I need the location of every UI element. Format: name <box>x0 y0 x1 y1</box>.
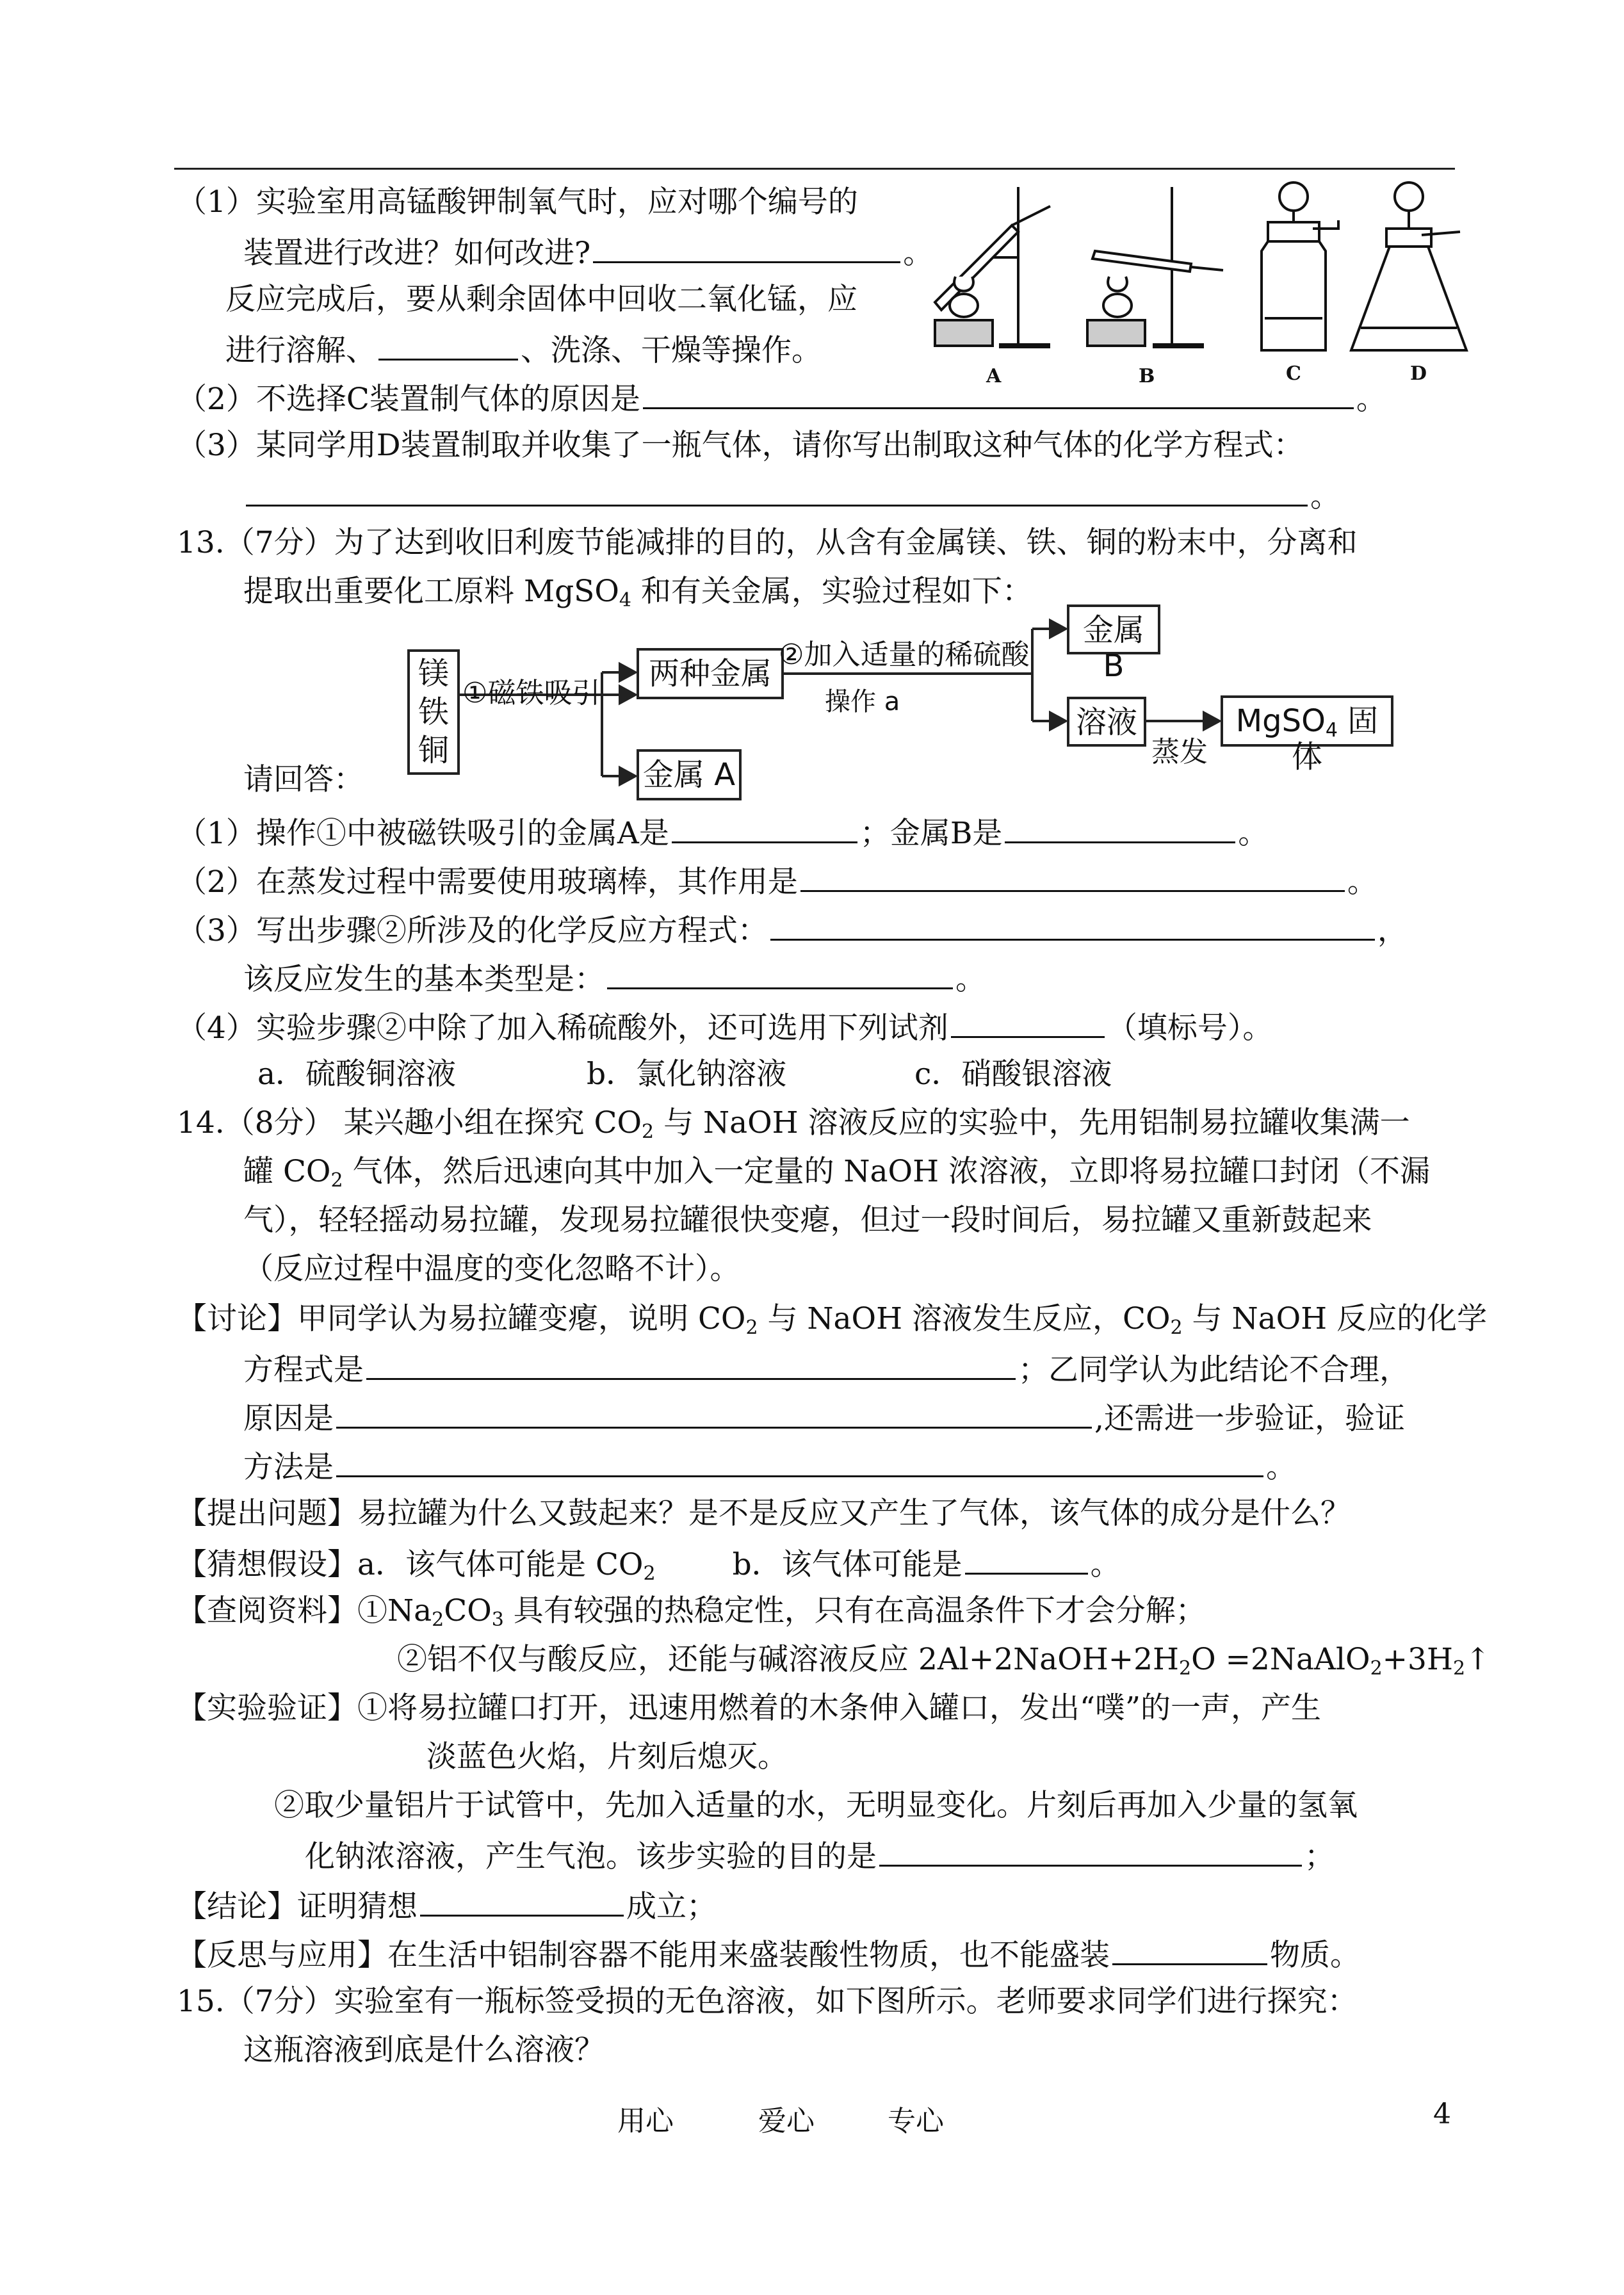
flow-evaporate-label: 蒸发 <box>1151 736 1208 768</box>
q14-discussion-line3: 原因是 ,还需进一步验证，验证 <box>243 1397 1405 1438</box>
q14-line2: 罐 $CO_2$ 气体，然后迅速向其中加入一定量的 NaOH 浓溶液，立即将易拉罐口封闭（不漏 <box>243 1154 1431 1192</box>
apparatus-label-b: B <box>1139 365 1155 387</box>
q14-question: 【提出问题】易拉罐为什么又鼓起来？是不是反应又产生了气体，该气体的成分是什么？ <box>177 1496 1351 1531</box>
q13-sub3: （3）写出步骤②所涉及的化学反应方程式： ， <box>177 909 1408 950</box>
answer-blank[interactable] <box>336 1446 1263 1477</box>
q13-sub3-type: 该反应发生的基本类型是： 。 <box>243 958 986 999</box>
q13-please-answer: 请回答： <box>243 762 364 797</box>
q12-part1-line2: 装置进行改进？如何改进? 。 <box>243 232 933 273</box>
q12-part2: （2）不选择C装置制气体的原因是 。 <box>177 378 1386 419</box>
q13-option-b: b．氯化钠溶液 <box>587 1057 787 1092</box>
q12-part1-line4: 进行溶解、 、洗涤、干燥等操作。 <box>225 329 822 370</box>
flow-solution-box: 溶液 <box>1067 697 1146 747</box>
answer-blank[interactable] <box>366 1349 1016 1380</box>
answer-blank[interactable] <box>672 812 857 843</box>
q14-conclusion: 【结论】证明猜想 成立； <box>177 1885 717 1926</box>
answer-blank[interactable] <box>607 958 953 989</box>
apparatus-label-a: A <box>986 365 1002 387</box>
q12-part3-answer: 。 <box>243 475 1340 516</box>
q12-part1-line1: （1）实验室用高锰酸钾制氧气时，应对哪个编号的 <box>177 184 858 220</box>
q14-experiment2: ②取少量铝片于试管中，先加入适量的水，无明显变化。片刻后再加入少量的氢氧 <box>274 1788 1358 1823</box>
q13-sub1: （1）操作①中被磁铁吸引的金属A是 ；金属B是 。 <box>177 812 1268 853</box>
answer-blank[interactable] <box>951 1007 1105 1038</box>
q13-option-c: c．硝酸银溶液 <box>914 1057 1112 1092</box>
q13-line2: 提取出重要化工原料 MgSO$_4$ 和有关金属，实验过程如下： <box>243 574 1032 612</box>
q14-experiment1: 【实验验证】①将易拉罐口打开，迅速用燃着的木条伸入罐口，发出“噗”的一声，产生 <box>177 1691 1322 1726</box>
flow-op-a-label: 操作 a <box>825 687 900 717</box>
q14-reflection: 【反思与应用】在生活中铝制容器不能用来盛装酸性物质，也不能盛装 物质。 <box>177 1934 1360 1975</box>
q13-sub2: （2）在蒸发过程中需要使用玻璃棒，其作用是 。 <box>177 861 1377 902</box>
q14-reference1: 【查阅资料】$①Na_2CO_3$ 具有较强的热稳定性，只有在高温条件下才会分解； <box>177 1593 1206 1631</box>
q14-hypothesis: 【猜想假设】a．该气体可能是 $CO_2$ b．该气体可能是 。 <box>177 1543 1121 1584</box>
q13-line1: 13.（7分）为了达到收旧利废节能减排的目的，从含有金属镁、铁、铜的粉末中，分离和 <box>177 525 1358 560</box>
q13-sub4: （4）实验步骤②中除了加入稀硫酸外，还可选用下列试剂 （填标号）。 <box>177 1007 1272 1048</box>
flow-start-box: 镁 铁 铜 <box>407 649 460 775</box>
page-number: 4 <box>1433 2098 1451 2130</box>
answer-blank[interactable] <box>420 1885 624 1917</box>
q12-part1-line3: 反应完成后，要从剩余固体中回收二氧化锰，应 <box>225 282 857 317</box>
answer-blank[interactable] <box>800 861 1345 892</box>
q14-discussion-line2: 方程式是 ；乙同学认为此结论不合理， <box>243 1349 1409 1390</box>
answer-blank[interactable] <box>879 1835 1302 1867</box>
footer-item-1: 用心 <box>617 2105 674 2137</box>
flow-metal-b-box: 金属 B <box>1067 604 1160 654</box>
q14-line1: 14.（8分） 某兴趣小组在探究 $CO_2$ 与 NaOH 溶液反应的实验中，先用铝制易拉罐收集满一 <box>177 1105 1410 1143</box>
flow-step2-label: ②加入适量的稀硫酸 <box>779 638 1030 671</box>
flow-product-box: MgSO$_4$ 固体 <box>1221 695 1393 747</box>
q14-experiment2-cont: 化钠浓溶液，产生气泡。该步实验的目的是 ； <box>305 1835 1335 1876</box>
q14-discussion-line4: 方法是 。 <box>243 1446 1296 1487</box>
answer-blank[interactable] <box>965 1543 1088 1575</box>
apparatus-label-c: C <box>1286 362 1301 385</box>
q14-line4: （反应过程中温度的变化忽略不计）。 <box>243 1251 740 1286</box>
answer-blank[interactable] <box>1005 812 1235 843</box>
q14-line3: 气），轻轻摇动易拉罐，发现易拉罐很快变瘪，但过一段时间后，易拉罐又重新鼓起来 <box>243 1203 1372 1238</box>
answer-blank[interactable] <box>1112 1934 1267 1965</box>
q15-line1: 15.（7分）实验室有一瓶标签受损的无色溶液，如下图所示。老师要求同学们进行探究： <box>177 1984 1358 2019</box>
q12-part3: （3）某同学用D装置制取并收集了一瓶气体，请你写出制取这种气体的化学方程式： <box>177 428 1304 463</box>
q14-experiment1-cont: 淡蓝色火焰，片刻后熄灭。 <box>426 1739 788 1774</box>
flow-step1-label: ①磁铁吸引 <box>462 677 601 710</box>
q15-line2: 这瓶溶液到底是什么溶液？ <box>243 2032 605 2068</box>
q14-discussion-line1: 【讨论】甲同学认为易拉罐变瘪，说明 $CO_2$ 与 NaOH 溶液发生反应，$CO_2$ 与 NaOH 反应的化学 <box>177 1301 1488 1339</box>
flow-metal-a-box: 金属 A <box>637 749 742 800</box>
footer-item-3: 专心 <box>888 2105 944 2137</box>
answer-blank[interactable] <box>770 909 1375 941</box>
apparatus-label-d: D <box>1410 362 1427 385</box>
footer-item-2: 爱心 <box>758 2105 815 2137</box>
flow-two-metals-box: 两种金属 <box>637 648 784 699</box>
answer-blank[interactable] <box>336 1397 1092 1429</box>
q14-reference2: ②铝不仅与酸反应，还能与碱溶液反应 $2Al+2NaOH+2H_2O$ $=2NaAlO_2+3H_2↑$ <box>397 1642 1491 1680</box>
q13-option-a: a．硫酸铜溶液 <box>257 1057 457 1092</box>
